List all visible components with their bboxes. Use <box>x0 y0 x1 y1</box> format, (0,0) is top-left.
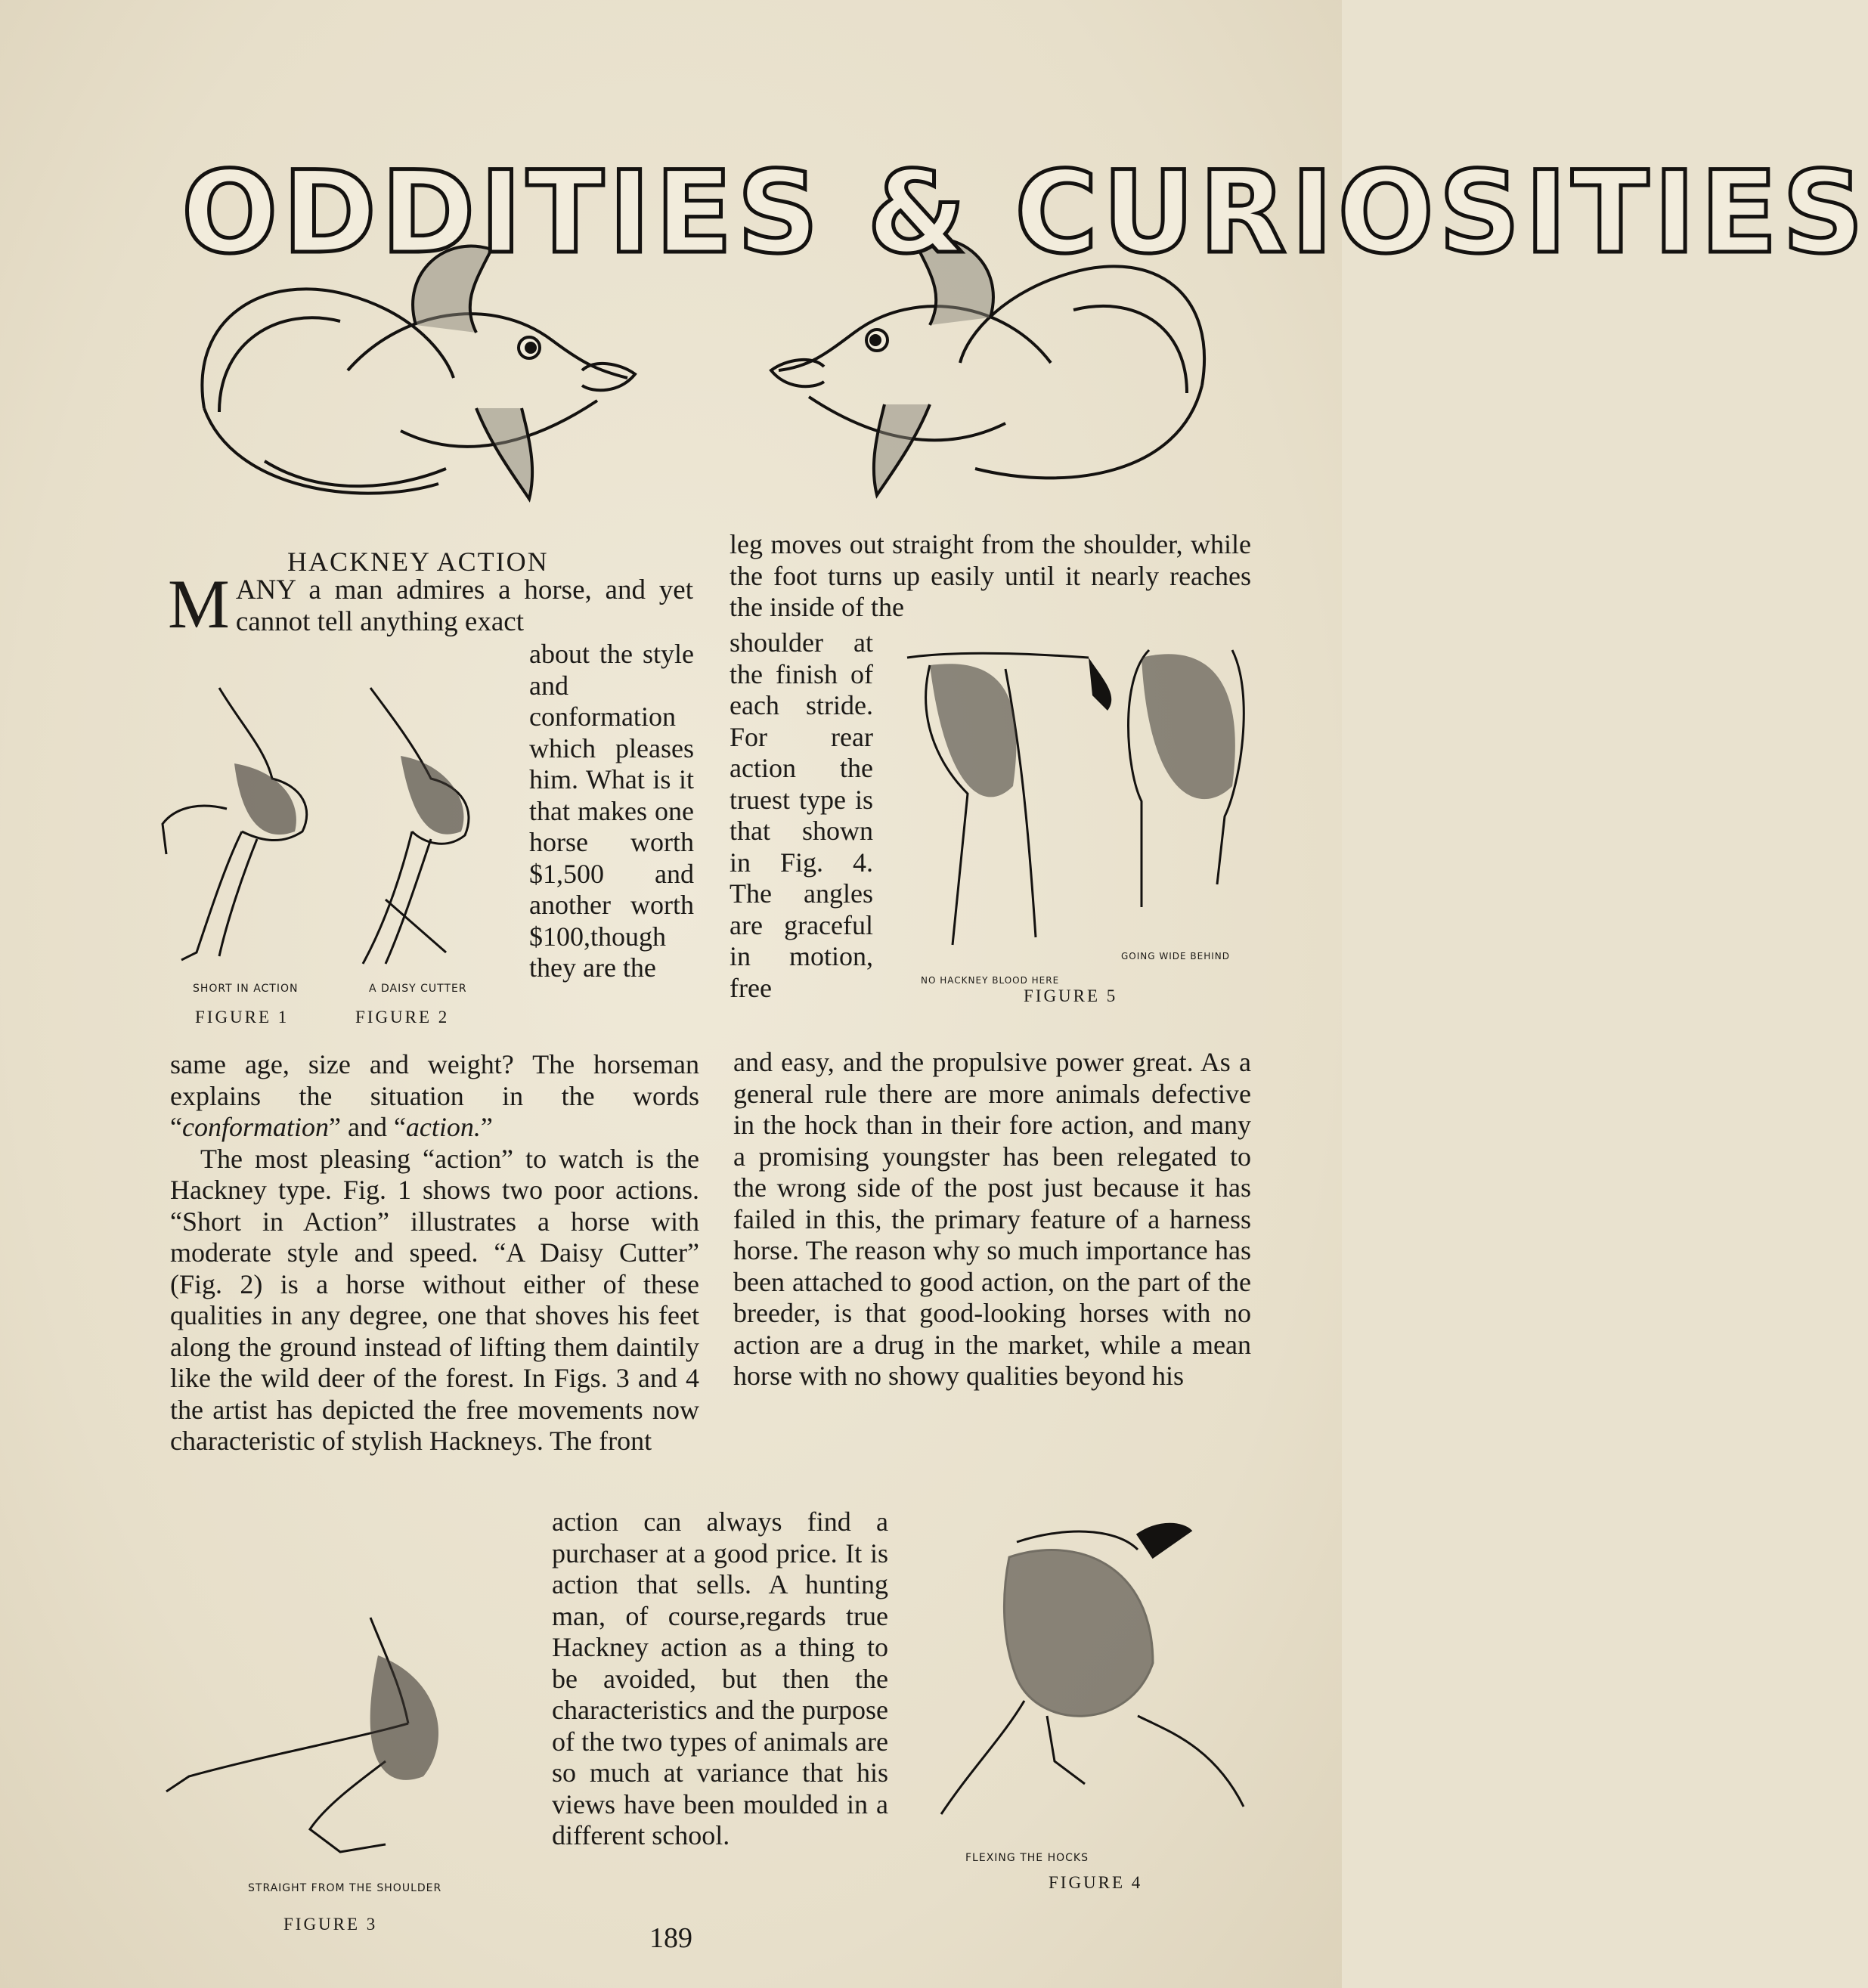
col1-text-close: ” <box>480 1112 493 1142</box>
col2-body-text: and easy, and the propulsive power great. As a general rule there are more animals defective in the hock than in their fore action, and many a promising youngster has been relegated to the wrong side of the post just because it has failed in this, the primary feature of a harness horse. The reason why so much importance has been attached to good action, on the part of the breeder, is that good-looking horses with no action are a drug in the market, while a mean horse with no showy qualities beyond his <box>733 1047 1251 1391</box>
page-number: 189 <box>649 1922 692 1954</box>
col1-intro-text: ANY a man admires a horse, and yet cannot tell anything exact <box>235 574 693 637</box>
figure-2-label: FIGURE 2 <box>355 1008 450 1027</box>
col1-paragraph-1 <box>170 1049 699 1144</box>
bottom-column-text: action can always find a purchaser at a good price. It is action that sells. A hunting man, of course,regards true Hackney action as a thing to be avoided, but then the characteristics and the purpose of the two types of animals are so much at variance that his views have been moulded in a different school. <box>552 1506 888 1850</box>
figure-2-illustration <box>340 680 491 975</box>
col2-top <box>730 529 1251 624</box>
col1-narrow <box>529 639 694 984</box>
figure-5-caption-left: NO HACKNEY BLOOD HERE <box>921 975 1060 986</box>
col1-text-mid: ” and “ <box>328 1112 406 1142</box>
figure-2-caption: A DAISY CUTTER <box>369 983 467 995</box>
figure-4-caption: FLEXING THE HOCKS <box>965 1852 1089 1864</box>
figure-1-label: FIGURE 1 <box>195 1008 290 1027</box>
col2-narrow <box>730 627 873 1004</box>
col1-narrow-text: about the style and conformation which pleases him. What is it that makes one horse worth $1,500 and another worth $100,though they are the <box>529 639 694 983</box>
col1-emphasis-action: action. <box>405 1112 481 1142</box>
col1-intro <box>168 565 693 643</box>
header-title: ODDITIES & CURIOSITIES <box>181 147 1868 279</box>
col1-body <box>170 1049 699 1457</box>
col1-emphasis-conformation: conformation <box>181 1112 329 1142</box>
figure-3-illustration <box>159 1610 506 1867</box>
figure-1-caption: SHORT IN ACTION <box>193 983 299 995</box>
figure-3-label: FIGURE 3 <box>283 1915 378 1934</box>
figure-1-illustration <box>151 680 318 968</box>
article-title: HACKNEY ACTION <box>287 547 549 577</box>
col1-paragraph-2: The most pleasing “action” to watch is the Hackney type. Fig. 1 shows two poor actions. “Short in Action” illustrates a horse with moderate style and speed. “A Daisy Cutter” (Fig. 2) is a horse without either of these qualities in any degree, one that shoves his feet along the ground instead of lifting them daintily like the wild deer of the forest. In Figs. 3 and 4 the artist has depicted the free movements now characteristic of stylish Hackneys. The front <box>170 1143 699 1456</box>
col2-top-text: leg moves out straight from the shoulder, while the foot turns up easily until it nearly reaches the inside of the <box>730 529 1251 622</box>
figure-5-caption-right: GOING WIDE BEHIND <box>1121 951 1231 961</box>
col2-body <box>733 1047 1251 1392</box>
figure-4-label: FIGURE 4 <box>1049 1873 1143 1892</box>
figure-4-illustration <box>926 1512 1266 1829</box>
dropcap: M <box>168 565 230 643</box>
figure-5-label: FIGURE 5 <box>1024 986 1118 1005</box>
col2-narrow-text: shoulder at the finish of each stride. For rear action the truest type is that shown in Fig. 4. The angles are graceful in motion, free <box>730 627 873 1003</box>
bottom-column <box>552 1506 888 1852</box>
figure-3-caption: STRAIGHT FROM THE SHOULDER <box>248 1882 442 1894</box>
col1-text-a: same age, size and weight? The horseman explains the situation in the words “ <box>170 1049 699 1142</box>
figure-5-illustration <box>900 635 1255 968</box>
